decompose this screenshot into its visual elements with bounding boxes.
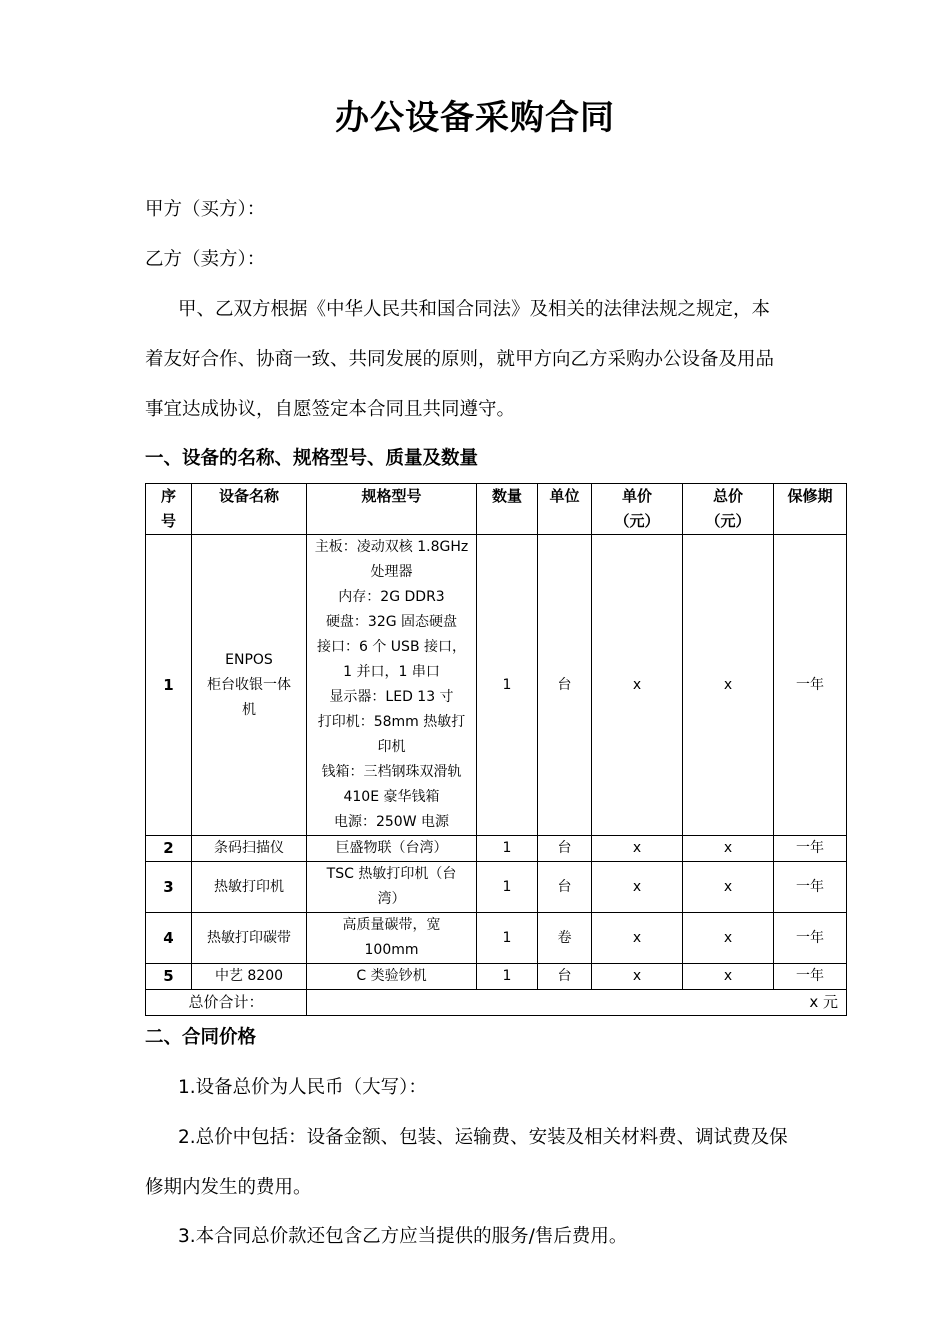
row-total-price: x — [683, 964, 774, 990]
header-name: 设备名称 — [192, 484, 307, 535]
row-no: 3 — [146, 862, 192, 913]
row-no: 5 — [146, 964, 192, 990]
row-name: 热敏打印碳带 — [192, 913, 307, 964]
row-spec: C 类验钞机 — [307, 964, 477, 990]
row-unit: 台 — [538, 535, 592, 836]
price-item-2: 2.总价中包括：设备金额、包装、运输费、安装及相关材料费、调试费及保 — [178, 1127, 788, 1148]
party-b-line: 乙方（卖方）： — [145, 249, 266, 270]
intro-line-2: 着友好合作、协商一致、共同发展的原则，就甲方向乙方采购办公设备及用品 — [145, 349, 775, 370]
header-spec: 规格型号 — [307, 484, 477, 535]
row-no: 2 — [146, 836, 192, 862]
row-name: ENPOS 柜台收银一体 机 — [192, 535, 307, 836]
header-unit-price: 单价 （元） — [592, 484, 683, 535]
row-unit-price: x — [592, 862, 683, 913]
section-2-heading: 二、合同价格 — [145, 1027, 257, 1048]
table-row — [146, 836, 847, 862]
row-no: 1 — [146, 535, 192, 836]
row-unit-price: x — [592, 964, 683, 990]
table-header-row — [146, 484, 847, 535]
table-row — [146, 913, 847, 964]
row-unit-price: x — [592, 535, 683, 836]
header-warranty: 保修期 — [774, 484, 847, 535]
total-value: x 元 — [307, 990, 847, 1016]
row-warranty: 一年 — [774, 535, 847, 836]
document-title: 办公设备采购合同 — [335, 98, 615, 138]
header-no: 序 号 — [146, 484, 192, 535]
row-total-price: x — [683, 836, 774, 862]
row-unit: 卷 — [538, 913, 592, 964]
header-qty: 数量 — [477, 484, 538, 535]
row-qty: 1 — [477, 913, 538, 964]
row-warranty: 一年 — [774, 964, 847, 990]
row-qty: 1 — [477, 862, 538, 913]
row-qty: 1 — [477, 836, 538, 862]
row-no: 4 — [146, 913, 192, 964]
row-warranty: 一年 — [774, 862, 847, 913]
row-spec: 巨盛物联（台湾） — [307, 836, 477, 862]
price-item-2-cont: 修期内发生的费用。 — [145, 1177, 312, 1198]
intro-line-1: 甲、乙双方根据《中华人民共和国合同法》及相关的法律法规之规定，本 — [178, 299, 771, 320]
row-spec: TSC 热敏打印机（台 湾） — [307, 862, 477, 913]
row-warranty: 一年 — [774, 913, 847, 964]
row-spec: 高质量碳带，宽 100mm — [307, 913, 477, 964]
row-unit: 台 — [538, 862, 592, 913]
table-row — [146, 535, 847, 836]
row-unit: 台 — [538, 836, 592, 862]
row-qty: 1 — [477, 964, 538, 990]
row-qty: 1 — [477, 535, 538, 836]
row-name: 热敏打印机 — [192, 862, 307, 913]
party-a-line: 甲方（买方）： — [145, 199, 266, 220]
row-spec: 主板：凌动双核 1.8GHz 处理器 内存：2G DDR3 硬盘：32G 固态硬盘 接口：6 个 USB 接口， 1 并口，1 串口 显示器：LED 13 寸 打印机：58mm 热敏打 印机 钱箱：三档钢珠双滑轨 410E 豪华钱箱 电源：250W 电源 — [307, 535, 477, 836]
row-warranty: 一年 — [774, 836, 847, 862]
price-item-1: 1.设备总价为人民币（大写）： — [178, 1077, 427, 1098]
row-unit-price: x — [592, 913, 683, 964]
row-unit: 台 — [538, 964, 592, 990]
table-row — [146, 862, 847, 913]
row-total-price: x — [683, 913, 774, 964]
intro-line-3: 事宜达成协议，自愿签定本合同且共同遵守。 — [145, 399, 516, 420]
section-1-heading: 一、设备的名称、规格型号、质量及数量 — [145, 448, 479, 469]
row-name: 中艺 8200 — [192, 964, 307, 990]
row-name: 条码扫描仪 — [192, 836, 307, 862]
row-total-price: x — [683, 862, 774, 913]
row-unit-price: x — [592, 836, 683, 862]
total-label: 总价合计： — [146, 990, 307, 1016]
price-item-3: 3.本合同总价款还包含乙方应当提供的服务/售后费用。 — [178, 1226, 628, 1247]
header-unit: 单位 — [538, 484, 592, 535]
table-total-row — [146, 990, 847, 1016]
header-total-price: 总价 （元） — [683, 484, 774, 535]
row-total-price: x — [683, 535, 774, 836]
table-row — [146, 964, 847, 990]
equipment-table — [145, 483, 847, 1016]
